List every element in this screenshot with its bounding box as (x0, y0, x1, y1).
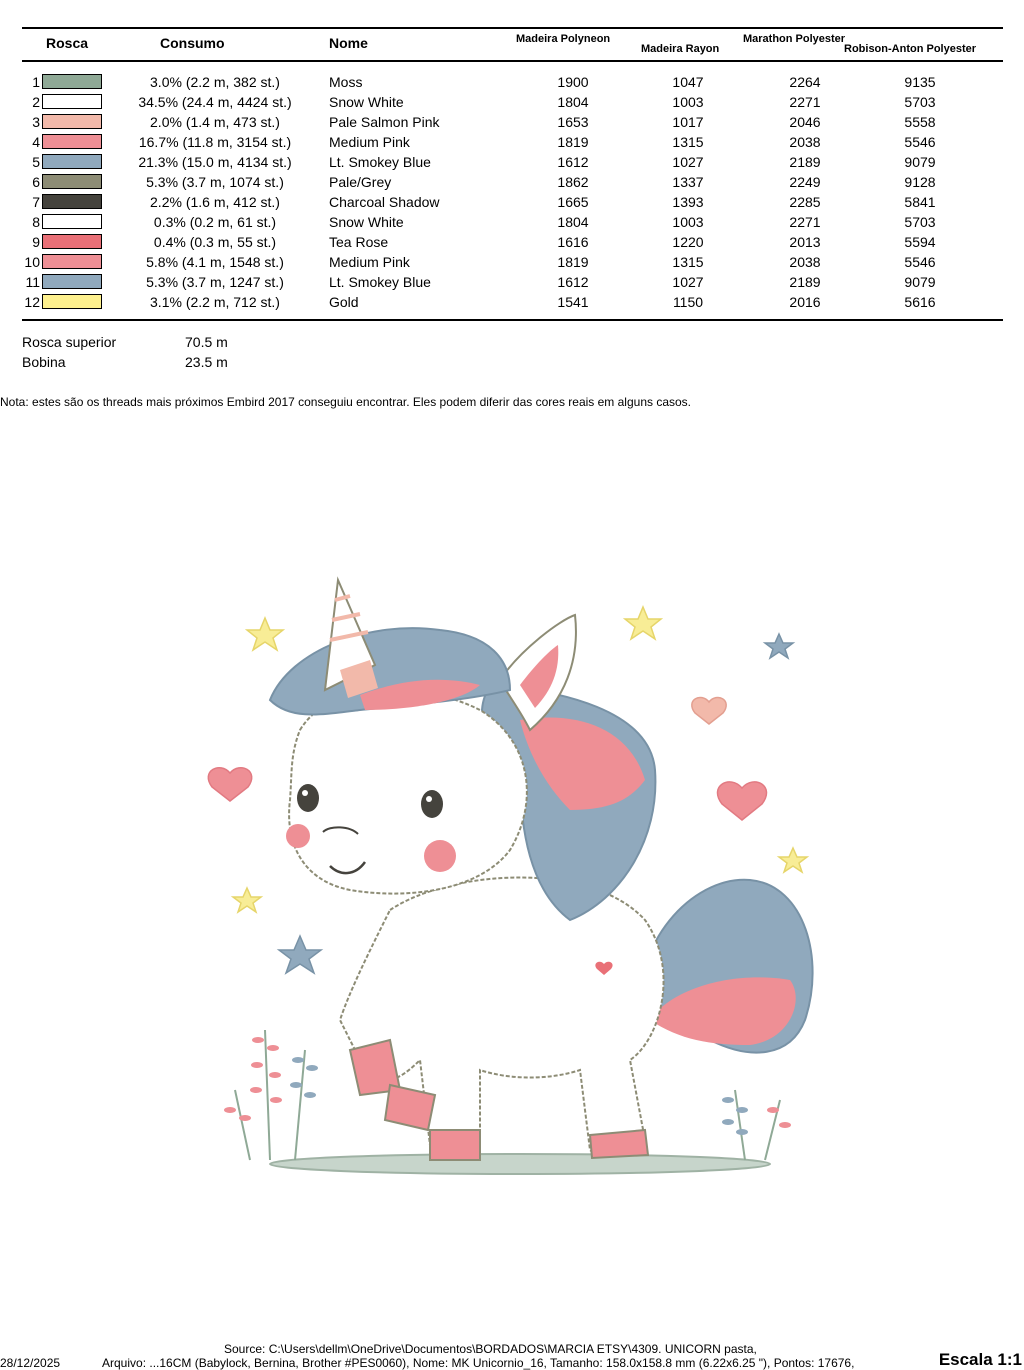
madeira-polyneon-code: 1612 (557, 274, 589, 290)
thread-row (0, 172, 1024, 192)
thread-row (0, 72, 1024, 92)
madeira-polyneon-code: 1804 (557, 94, 589, 110)
marathon-polyester-code: 2016 (789, 294, 821, 310)
thread-number: 9 (32, 234, 40, 250)
marathon-polyester-code: 2038 (789, 254, 821, 270)
madeira-rayon-code: 1337 (672, 174, 704, 190)
madeira-polyneon-code: 1616 (557, 234, 589, 250)
madeira-rayon-code: 1027 (672, 154, 704, 170)
madeira-rayon-code: 1220 (672, 234, 704, 250)
footer-source: Source: C:\Users\dellm\OneDrive\Documentos\BORDADOS\MARCIA ETSY\4309. UNICORN pasta, (224, 1342, 757, 1356)
thread-consumption: 34.5% (24.4 m, 4424 st.) (138, 94, 292, 110)
madeira-rayon-code: 1315 (672, 254, 704, 270)
thread-consumption: 5.8% (4.1 m, 1548 st.) (146, 254, 284, 270)
madeira-polyneon-code: 1862 (557, 174, 589, 190)
thread-row (0, 192, 1024, 212)
madeira-polyneon-code: 1653 (557, 114, 589, 130)
madeira-polyneon-code: 1612 (557, 154, 589, 170)
thread-consumption: 2.0% (1.4 m, 473 st.) (150, 114, 280, 130)
bobbin-value: 23.5 m (185, 354, 228, 370)
thread-name: Moss (329, 74, 363, 90)
bobbin-label: Bobina (22, 354, 66, 370)
madeira-rayon-code: 1150 (672, 294, 704, 310)
table-top-rule (22, 27, 1003, 29)
thread-row (0, 152, 1024, 172)
header-madeira-rayon: Madeira Rayon (641, 43, 720, 55)
thread-consumption: 0.3% (0.2 m, 61 st.) (153, 214, 277, 230)
marathon-polyester-code: 2038 (789, 134, 821, 150)
unicorn-embroidery-image (190, 570, 830, 1190)
thread-name: Tea Rose (329, 234, 389, 250)
marathon-polyester-code: 2285 (789, 194, 821, 210)
thread-consumption: 5.3% (3.7 m, 1247 st.) (146, 274, 284, 290)
table-header-rule (22, 60, 1003, 62)
madeira-rayon-code: 1315 (672, 134, 704, 150)
thread-note: Nota: estes são os threads mais próximos Embird 2017 conseguiu encontrar. Eles podem diferir das cores reais em alguns casos. (0, 395, 692, 409)
thread-name: Pale/Grey (329, 174, 392, 190)
marathon-polyester-code: 2046 (789, 114, 821, 130)
marathon-polyester-code: 2189 (789, 274, 821, 290)
thread-number: 12 (24, 294, 40, 310)
thread-row (0, 92, 1024, 112)
thread-name: Gold (329, 294, 359, 310)
robison-anton-code: 9128 (904, 174, 936, 190)
thread-name: Pale Salmon Pink (329, 114, 440, 130)
robison-anton-code: 5594 (904, 234, 936, 250)
marathon-polyester-code: 2189 (789, 154, 821, 170)
madeira-rayon-code: 1017 (672, 114, 704, 130)
madeira-polyneon-code: 1819 (557, 254, 589, 270)
thread-number: 10 (24, 254, 40, 270)
thread-row (0, 212, 1024, 232)
header-madeira-polyneon: Madeira Polyneon (516, 33, 611, 45)
thread-row (0, 272, 1024, 292)
madeira-rayon-code: 1047 (672, 74, 704, 90)
robison-anton-code: 5703 (904, 94, 936, 110)
thread-number: 3 (32, 114, 40, 130)
header-nome: Nome (329, 35, 368, 51)
robison-anton-code: 5703 (904, 214, 936, 230)
robison-anton-code: 9079 (904, 274, 936, 290)
thread-name: Lt. Smokey Blue (329, 154, 431, 170)
madeira-rayon-code: 1003 (672, 94, 704, 110)
thread-row (0, 112, 1024, 132)
header-consumo: Consumo (160, 35, 225, 51)
thread-consumption: 3.1% (2.2 m, 712 st.) (150, 294, 280, 310)
thread-name: Lt. Smokey Blue (329, 274, 431, 290)
thread-consumption: 3.0% (2.2 m, 382 st.) (150, 74, 280, 90)
madeira-rayon-code: 1003 (672, 214, 704, 230)
thread-row (0, 292, 1024, 312)
robison-anton-code: 5616 (904, 294, 936, 310)
robison-anton-code: 9079 (904, 154, 936, 170)
thread-number: 6 (32, 174, 40, 190)
thread-row (0, 252, 1024, 272)
madeira-polyneon-code: 1900 (557, 74, 589, 90)
madeira-polyneon-code: 1804 (557, 214, 589, 230)
robison-anton-code: 5546 (904, 254, 936, 270)
madeira-rayon-code: 1393 (672, 194, 704, 210)
thread-consumption: 2.2% (1.6 m, 412 st.) (150, 194, 280, 210)
thread-name: Snow White (329, 214, 404, 230)
robison-anton-code: 9135 (904, 74, 936, 90)
thread-name: Medium Pink (329, 254, 410, 270)
thread-name: Charcoal Shadow (329, 194, 440, 210)
marathon-polyester-code: 2264 (789, 74, 821, 90)
robison-anton-code: 5841 (904, 194, 936, 210)
thread-consumption: 0.4% (0.3 m, 55 st.) (153, 234, 277, 250)
thread-number: 11 (25, 274, 40, 290)
thread-number: 1 (32, 74, 40, 90)
upper-thread-label: Rosca superior (22, 334, 117, 350)
marathon-polyester-code: 2271 (789, 214, 821, 230)
thread-name: Medium Pink (329, 134, 410, 150)
marathon-polyester-code: 2271 (789, 94, 821, 110)
thread-number: 4 (32, 134, 40, 150)
header-rosca: Rosca (46, 35, 89, 51)
marathon-polyester-code: 2249 (789, 174, 821, 190)
header-marathon-polyester: Marathon Polyester (743, 33, 846, 45)
upper-thread-value: 70.5 m (185, 334, 228, 350)
thread-consumption: 5.3% (3.7 m, 1074 st.) (146, 174, 284, 190)
robison-anton-code: 5546 (904, 134, 936, 150)
header-robison-anton: Robison-Anton Polyester (844, 43, 977, 55)
thread-number: 7 (32, 194, 40, 210)
madeira-polyneon-code: 1819 (557, 134, 589, 150)
thread-consumption: 16.7% (11.8 m, 3154 st.) (138, 134, 292, 150)
thread-number: 8 (32, 214, 40, 230)
thread-consumption: 21.3% (15.0 m, 4134 st.) (138, 154, 292, 170)
footer-file-info: Arquivo: ...16CM (Babylock, Bernina, Brother #PES0060), Nome: MK Unicornio_16, Tamanho: 158.0x158.8 mm (6.22x6.25 "), Pontos: 17676, (102, 1356, 855, 1370)
madeira-rayon-code: 1027 (672, 274, 704, 290)
table-bottom-rule (22, 319, 1003, 321)
robison-anton-code: 5558 (904, 114, 936, 130)
thread-name: Snow White (329, 94, 404, 110)
thread-number: 2 (32, 94, 40, 110)
scale-label: Escala 1:1 (938, 1350, 1022, 1369)
marathon-polyester-code: 2013 (789, 234, 821, 250)
madeira-polyneon-code: 1665 (557, 194, 589, 210)
madeira-polyneon-code: 1541 (557, 294, 589, 310)
thread-number: 5 (32, 154, 40, 170)
thread-row (0, 232, 1024, 252)
thread-row (0, 132, 1024, 152)
footer-date: 28/12/2025 (0, 1356, 61, 1370)
